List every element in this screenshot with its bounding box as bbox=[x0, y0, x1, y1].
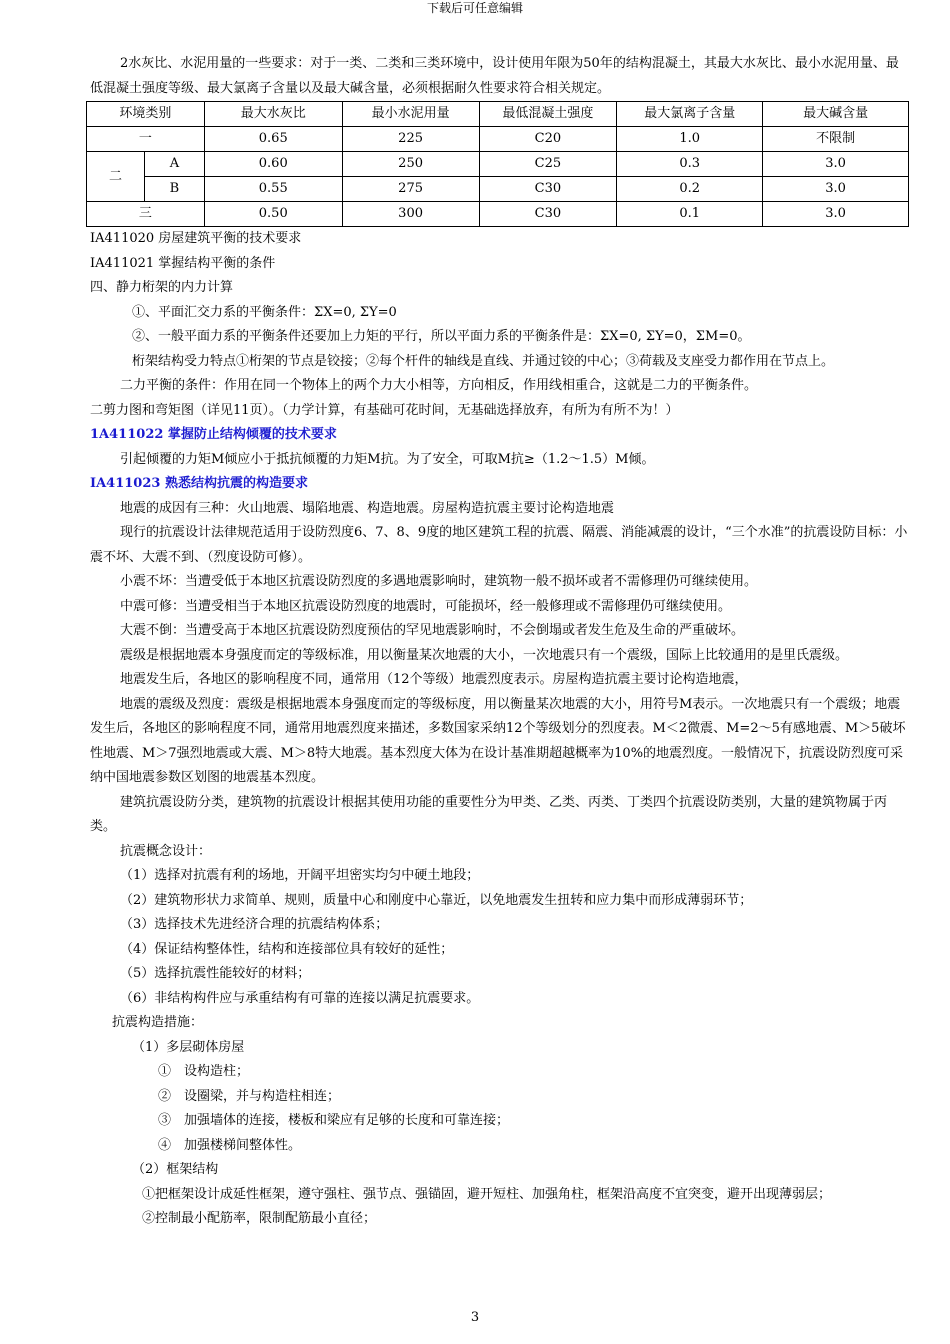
requirements-table bbox=[86, 101, 909, 227]
list-item: ④ 加强楼梯间整体性。 bbox=[158, 1137, 302, 1153]
list-item: ① 设构造柱； bbox=[158, 1064, 250, 1079]
table-cell: 3.0 bbox=[763, 202, 909, 227]
requirements-table-wrapper bbox=[90, 101, 908, 227]
table-cell: 225 bbox=[342, 127, 479, 152]
paragraph: ②、一般平面力系的平衡条件还要加上力矩的平行，所以平面力系的平衡条件是：ΣX=0, ΣY=0，ΣM=0。 bbox=[132, 329, 751, 344]
table-header-cell: 最大碱含量 bbox=[763, 102, 909, 127]
table-cell: 300 bbox=[342, 202, 479, 227]
table-row bbox=[87, 127, 909, 152]
list-item: （1）多层砌体房屋 bbox=[132, 1039, 245, 1055]
paragraph: 桁架结构受力特点①桁架的节点是铰接；②每个杆件的轴线是直线、并通过铰的中心；③荷载及支座受力都作用在节点上。 bbox=[132, 353, 835, 369]
paragraph: 震级是根据地震本身强度而定的等级标准，用以衡量某次地震的大小，一次地震只有一个震级，国际上比较通用的是里氏震级。 bbox=[120, 647, 849, 663]
paragraph: 中震可修：当遭受相当于本地区抗震设防烈度的地震时，可能损坏，经一般修理或不需修理仍可继续使用。 bbox=[120, 598, 732, 614]
paragraph: 现行的抗震设计法律规范适用于设防烈度6、7、8、9度的地区建筑工程的抗震、隔震、消能减震的设计，“三个水准”的抗震设防目标：小震不坏、大震不到、（烈度设防可修）。 bbox=[90, 525, 908, 565]
intro-paragraph: 2水灰比、水泥用量的一些要求：对于一类、二类和三类环境中，设计使用年限为50年的结构混凝土，其最大水灰比、最小水泥用量、最低混凝土强度等级、最大氯离子含量以及最大碱含量，必须根据耐久性要求符合相关规定。 bbox=[90, 56, 899, 96]
table-row bbox=[87, 177, 909, 202]
table-cell: 0.50 bbox=[204, 202, 342, 227]
paragraph: 大震不倒：当遭受高于本地区抗震设防烈度预估的罕见地震影响时，不会倒塌或者发生危及生命的严重破坏。 bbox=[120, 623, 745, 638]
table-cell: 不限制 bbox=[763, 127, 909, 152]
paragraph: 建筑抗震设防分类，建筑物的抗震设计根据其使用功能的重要性分为甲类、乙类、丙类、丁类四个抗震设防类别，大量的建筑物属于丙类。 bbox=[90, 794, 888, 834]
section-heading: IA411021 掌握结构平衡的条件 bbox=[90, 255, 276, 271]
table-cell: 1.0 bbox=[617, 127, 763, 152]
list-item: ② 设圈梁，并与构造柱相连； bbox=[158, 1088, 341, 1104]
table-cell: C30 bbox=[479, 202, 617, 227]
paragraph: 地震的震级及烈度：震级是根据地震本身强度而定的等级标度，用以衡量某次地震的大小，用符号M表示。一次地震只有一个震级；地震发生后，各地区的影响程度不同，通常用地震烈度来描述，多数国家采纳12个等级划分的烈度表。M＜2微震、M=2～5有感地震、M＞5破坏性地震、M＞7强烈地震或大震、M＞8特大地震。基本烈度大体为在设计基准期超越概率为10%的地震烈度。一般情况下，抗震设防烈度可采纳中国地震参数区划图的地震基本烈度。 bbox=[90, 696, 906, 785]
list-item: （5）选择抗震性能较好的材料； bbox=[120, 966, 311, 981]
table-cell: 3.0 bbox=[763, 177, 909, 202]
table-cell: C20 bbox=[479, 127, 617, 152]
table-header-cell: 最低混凝土强度 bbox=[479, 102, 617, 127]
paragraph: 二剪力图和弯矩图（详见11页）。（力学计算，有基础可花时间，无基础选择放弃，有所为有所不为！） bbox=[90, 402, 679, 418]
paragraph: 地震发生后，各地区的影响程度不同，通常用（12个等级）地震烈度表示。房屋构造抗震主要讨论构造地震， bbox=[120, 672, 748, 687]
table-header-cell: 最大水灰比 bbox=[204, 102, 342, 127]
table-cell: 0.3 bbox=[617, 152, 763, 177]
table-header-cell: 最小水泥用量 bbox=[342, 102, 479, 127]
list-item: （2）框架结构 bbox=[132, 1162, 219, 1177]
table-header-row bbox=[87, 102, 909, 127]
paragraph: 地震的成因有三种：火山地震、塌陷地震、构造地震。房屋构造抗震主要讨论构造地震 bbox=[120, 500, 615, 516]
table-cell: 三 bbox=[87, 202, 205, 227]
paragraph: 引起倾覆的力矩M倾应小于抵抗倾覆的力矩M抗。为了安全，可取M抗≥（1.2～1.5）M倾。 bbox=[120, 451, 655, 467]
table-row bbox=[87, 202, 909, 227]
paragraph: ①、平面汇交力系的平衡条件：ΣX=0, ΣY=0 bbox=[132, 304, 397, 320]
section-heading-highlight: 1A411022 掌握防止结构倾覆的技术要求 bbox=[90, 427, 337, 442]
section-heading: 四、静力桁架的内力计算 bbox=[90, 280, 234, 295]
table-cell: 二 bbox=[87, 152, 145, 202]
paragraph: 小震不坏：当遭受低于本地区抗震设防烈度的多遇地震影响时，建筑物一般不损坏或者不需修理仍可继续使用。 bbox=[120, 574, 758, 589]
table-cell: 0.1 bbox=[617, 202, 763, 227]
section-heading: IA411020 房屋建筑平衡的技术要求 bbox=[90, 231, 302, 246]
table-header-cell: 最大氯离子含量 bbox=[617, 102, 763, 127]
list-item: （2）建筑物形状力求简单、规则，质量中心和刚度中心靠近，以免地震发生扭转和应力集中而形成薄弱环节； bbox=[120, 892, 753, 908]
table-cell: A bbox=[144, 152, 204, 177]
paragraph: 抗震概念设计： bbox=[120, 843, 212, 859]
table-cell: 275 bbox=[342, 177, 479, 202]
table-cell: C25 bbox=[479, 152, 617, 177]
table-cell: 250 bbox=[342, 152, 479, 177]
list-item: （6）非结构构件应与承重结构有可靠的连接以满足抗震要求。 bbox=[120, 990, 480, 1006]
list-item: ①把框架设计成延性框架，遵守强柱、强节点、强锚固，避开短柱、加强角柱，框架沿高度不宜突变，避开出现薄弱层； bbox=[142, 1186, 832, 1202]
table-cell: C30 bbox=[479, 177, 617, 202]
list-item: （3）选择技术先进经济合理的抗震结构体系； bbox=[120, 917, 389, 932]
table-cell: 0.65 bbox=[204, 127, 342, 152]
table-cell: 0.55 bbox=[204, 177, 342, 202]
table-cell: 0.60 bbox=[204, 152, 342, 177]
table-cell: 一 bbox=[87, 127, 205, 152]
list-item: ②控制最小配筋率，限制配筋最小直径； bbox=[142, 1211, 377, 1226]
table-cell: 0.2 bbox=[617, 177, 763, 202]
paragraph: 抗震构造措施： bbox=[112, 1015, 204, 1030]
page-header: 下载后可任意编辑 bbox=[426, 1, 523, 15]
table-cell: 3.0 bbox=[763, 152, 909, 177]
section-heading-highlight: IA411023 熟悉结构抗震的构造要求 bbox=[90, 476, 308, 491]
table-cell: B bbox=[144, 177, 204, 202]
paragraph: 二力平衡的条件：作用在同一个物体上的两个力大小相等，方向相反，作用线相重合，这就是二力的平衡条件。 bbox=[120, 378, 758, 393]
page-number: 3 bbox=[470, 1310, 480, 1325]
list-item: （4）保证结构整体性，结构和连接部位具有较好的延性； bbox=[120, 941, 454, 957]
list-item: （1）选择对抗震有利的场地，开阔平坦密实均匀中硬土地段； bbox=[120, 868, 480, 883]
table-header-cell: 环境类别 bbox=[87, 102, 205, 127]
document-body bbox=[90, 52, 908, 1232]
table-row bbox=[87, 152, 909, 177]
list-item: ③ 加强墙体的连接，楼板和梁应有足够的长度和可靠连接； bbox=[158, 1113, 510, 1128]
